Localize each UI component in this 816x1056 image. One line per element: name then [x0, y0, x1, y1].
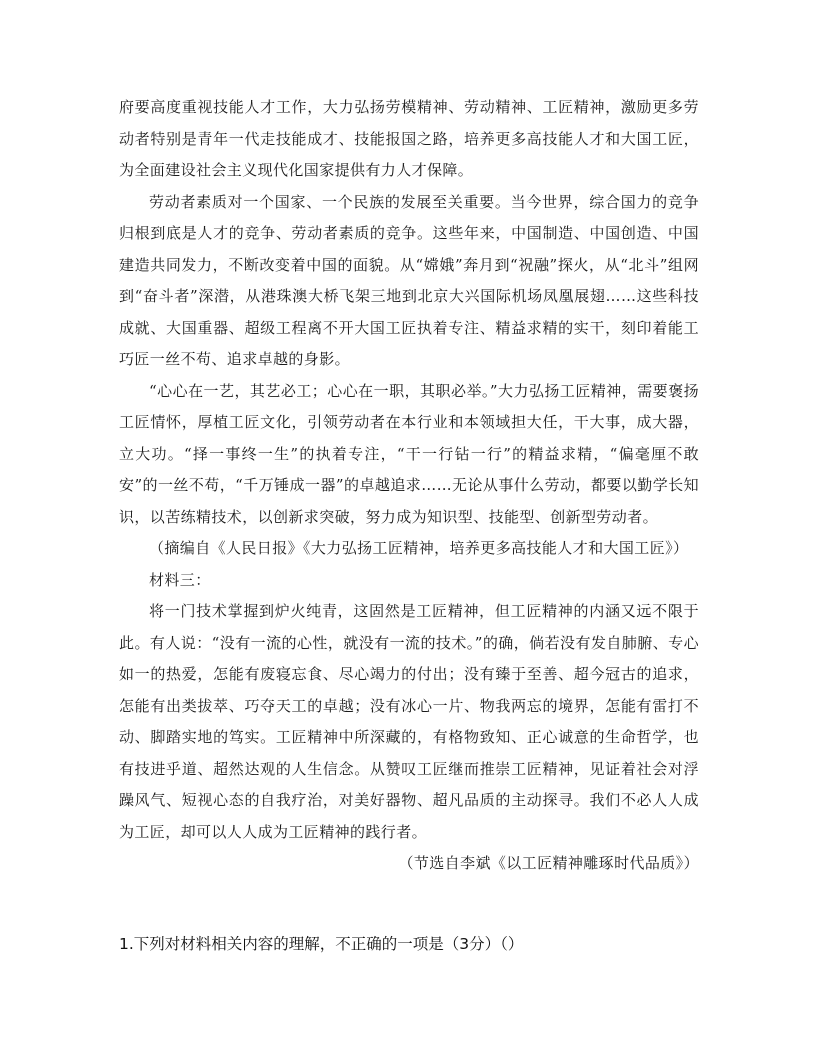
article-body — [119, 92, 699, 880]
paragraph-material-three: 将一门技术掌握到炉火纯青，这固然是工匠精神，但工匠精神的内涵又远不限于此。有人说：“没有一流的心性，就没有一流的技术。”的确，倘若没有发自肺腑、专心如一的热爱，怎能有废寝忘食、尽心竭力的付出；没有臻于至善、超今冠古的追求，怎能有出类拔萃、巧夺天工的卓越；没有冰心一片、物我两忘的境界，怎能有雷打不动、脚踏实地的笃实。工匠精神中所深藏的，有格物致知、正心诚意的生命哲学，也有技进乎道、超然达观的人生信念。从赞叹工匠继而推崇工匠精神，见证着社会对浮躁风气、短视心态的自我疗治，对美好器物、超凡品质的主动探寻。我们不必人人成为工匠，却可以人人成为工匠精神的践行者。 — [119, 602, 699, 841]
source-citation-libin: （节选自李斌《以工匠精神雕琢时代品质》） — [398, 854, 699, 872]
material-three-heading: 材料三： — [149, 570, 211, 589]
paragraph-worker-quality: 劳动者素质对一个国家、一个民族的发展至关重要。当今世界，综合国力的竞争归根到底是人才的竞争、劳动者素质的竞争。这些年来，中国制造、中国创造、中国建造共同发力，不断改变着中国的面貌。从“嫦娥”奔月到“祝融”探火，从“北斗”组网到“奋斗者”深潜，从港珠澳大桥飞架三地到北京大兴国际机场凤凰展翅……这些科技成就、大国重器、超级工程离不开大国工匠执着专注、精益求精的实干，刻印着能工巧匠一丝不苟、追求卓越的身影。 — [119, 192, 699, 368]
paragraph-continuation: 府要高度重视技能人才工作，大力弘扬劳模精神、劳动精神、工匠精神，激励更多劳动者特别是青年一代走技能成才、技能报国之路，培养更多高技能人才和大国工匠，为全面建设社会主义现代化国家提供有力人才保障。 — [119, 98, 699, 179]
paragraph-craftsman-spirit: “心心在一艺，其艺必工；心心在一职，其职必举。”大力弘扬工匠精神，需要褒扬工匠情怀，厚植工匠文化，引领劳动者在本行业和本领域担大任，干大事，成大器，立大功。“择一事终一生”的执着专注，“干一行钻一行”的精益求精，“偏毫厘不敢安”的一丝不苟，“千万锤成一器”的卓越追求……无论从事什么劳动，都要以勤学长知识，以苦练精技术，以创新求突破，努力成为知识型、技能型、创新型劳动者。 — [119, 381, 699, 526]
question-prompt: 1.下列对材料相关内容的理解，不正确的一项是（3分）（） — [119, 935, 524, 953]
source-citation-renmin: （摘编自《人民日报》《大力弘扬工匠精神，培养更多高技能人才和大国工匠》） — [149, 539, 689, 557]
